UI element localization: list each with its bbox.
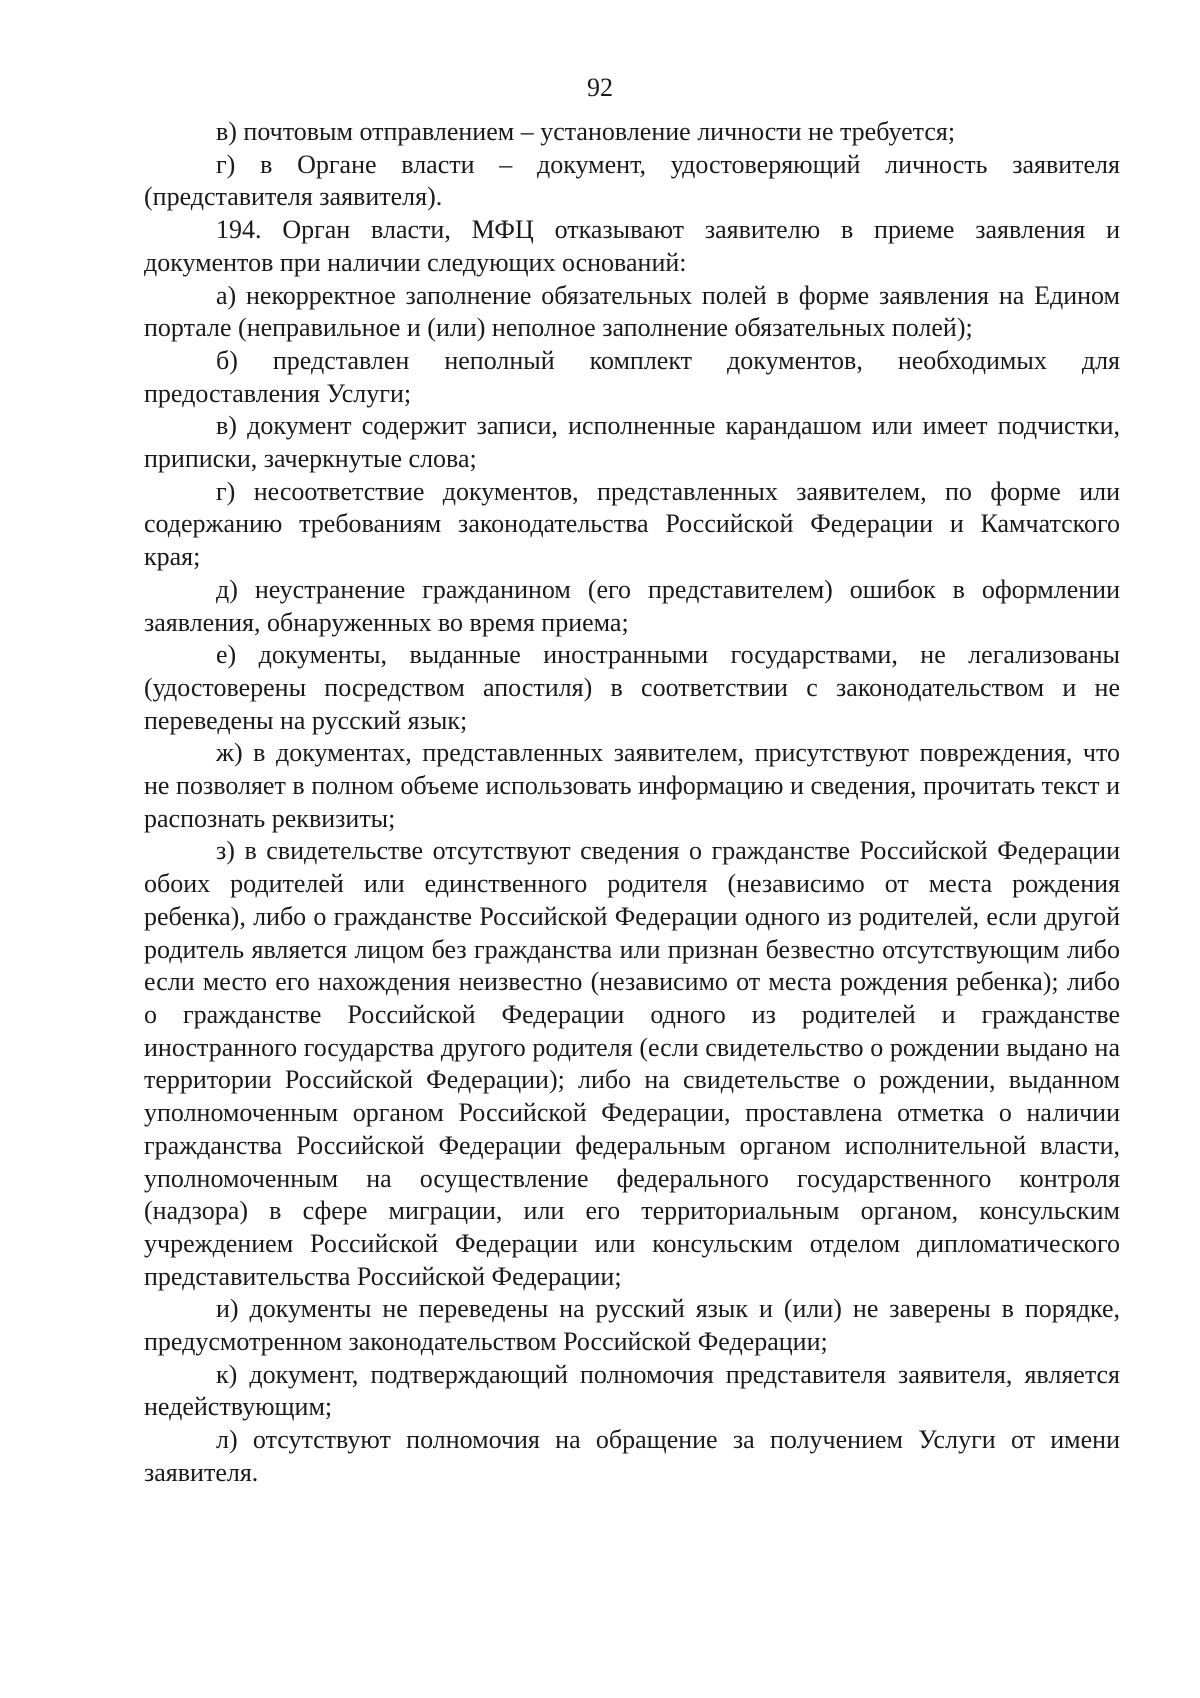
list-item-z: з) в свидетельстве отсутствуют сведения о гражданстве Российской Федерации обоих родителей или единственного родителя (независимо от места рождения ребенка), либо о гражданстве Российской Федерации одного из родителей, если другой родитель является лицом без гражданства или признан безвестно отсутствующим либо если место его нахождения неизвестно (независимо от места рождения ребенка); либо о гражданстве Российской Федерации одного из родителей и гражданстве иностранного государства другого родителя (если свидетельство о рождении выдано на территории Российской Федерации); либо на свидетельстве о рождении, выданном уполномоченным органом Российской Федерации, проставлена отметка о наличии гражданства Российской Федерации федеральным органом исполнительной власти, уполномоченным на осуществление федерального государственного контроля (надзора) в сфере миграции, или его территориальным органом, консульским учреждением Российской Федерации или консульским отделом дипломатического представительства Российской Федерации; bbox=[144, 836, 1120, 1291]
list-item-v: в) документ содержит записи, исполненные карандашом или имеет подчистки, приписки, зачеркнутые слова; bbox=[144, 411, 1120, 474]
list-item-zh: ж) в документах, представленных заявителем, присутствуют повреждения, что не позволяет в полном объеме использовать информацию и сведения, прочитать текст и распознать реквизиты; bbox=[144, 738, 1120, 833]
document-body bbox=[144, 116, 1120, 1490]
list-item-i: и) документы не переведены на русский язык и (или) не заверены в порядке, предусмотренном законодательством Российской Федерации; bbox=[144, 1294, 1120, 1357]
paragraph-194: 194. Орган власти, МФЦ отказывают заявителю в приеме заявления и документов при наличии следующих оснований: bbox=[144, 215, 1120, 277]
paragraph-g-authority: г) в Органе власти – документ, удостоверяющий личность заявителя (представителя заявителя). bbox=[144, 149, 1120, 212]
page-number: 92 bbox=[587, 73, 613, 102]
list-item-l: л) отсутствуют полномочия на обращение за получением Услуги от имени заявителя. bbox=[144, 1425, 1120, 1487]
list-item-b: б) представлен неполный комплект документов, необходимых для предоставления Услуги; bbox=[144, 345, 1120, 408]
list-item-g: г) несоответствие документов, представленных заявителем, по форме или содержанию требованиям законодательства Российской Федерации и Камчатского края; bbox=[144, 476, 1120, 572]
list-item-k: к) документ, подтверждающий полномочия представителя заявителя, является недействующим; bbox=[144, 1359, 1120, 1422]
list-item-d: д) неустранение гражданином (его представителем) ошибок в оформлении заявления, обнаруженных во время приема; bbox=[144, 574, 1120, 637]
paragraph-v-postal: в) почтовым отправлением – установление личности не требуется; bbox=[216, 117, 956, 146]
list-item-a: а) некорректное заполнение обязательных полей в форме заявления на Едином портале (неправильное и (или) неполное заполнение обязательных полей); bbox=[144, 280, 1120, 343]
list-item-e: е) документы, выданные иностранными государствами, не легализованы (удостоверены посредством апостиля) в соответствии с законодательством и не переведены на русский язык; bbox=[144, 640, 1120, 735]
